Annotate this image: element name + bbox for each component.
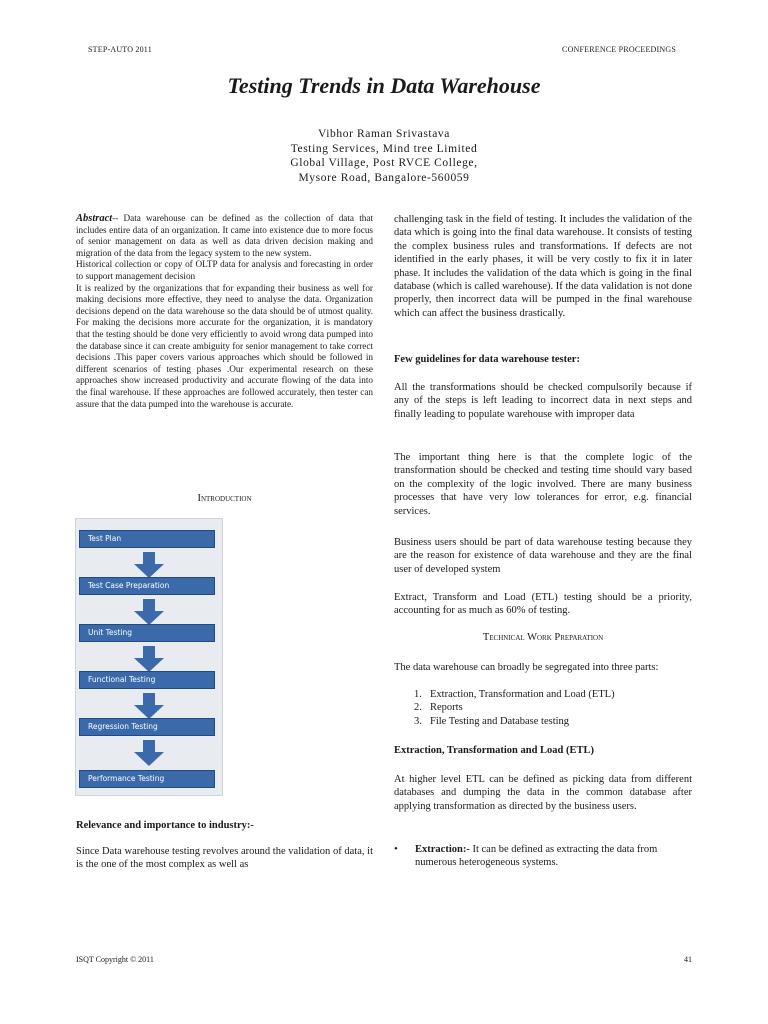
flow-step-unit-testing: Unit Testing — [79, 624, 215, 642]
introduction-heading: Introduction — [197, 493, 252, 504]
header-right: CONFERENCE PROCEEDINGS — [562, 45, 676, 54]
author-block — [0, 127, 768, 185]
guideline-1: All the transformations should be checked compulsorily because if any of the steps is left leading to incorrect data in next steps and finally leading to populate warehouse with improper data — [394, 382, 692, 420]
list-item-text: File Testing and Database testing — [430, 715, 570, 727]
testing-flowchart — [75, 518, 223, 796]
list-item — [414, 701, 692, 714]
technical-work-preparation-heading: Technical Work Preparation — [482, 632, 604, 643]
flow-step-test-case-preparation: Test Case Preparation — [79, 577, 215, 595]
guideline-4: Extract, Transform and Load (ETL) testing should be a priority, accounting for as much as 60% of testing. — [394, 592, 692, 617]
author-name: Vibhor Raman Srivastava — [318, 128, 450, 140]
header-left: STEP-AUTO 2011 — [88, 45, 152, 54]
flow-step-regression-testing: Regression Testing — [79, 718, 215, 736]
abstract-paragraph-2: Historical collection or copy of OLTP data for analysis and forecasting in order to support management decision — [76, 259, 373, 281]
list-item-number: 3. — [414, 715, 422, 727]
footer-copyright: ISQT Copyright © 2011 — [76, 955, 154, 964]
author-org: Testing Services, Mind tree Limited — [290, 142, 478, 155]
page-number: 41 — [684, 955, 692, 964]
extraction-label: Extraction:- — [415, 844, 470, 855]
list-item — [414, 688, 692, 701]
list-item-text: Reports — [430, 702, 463, 714]
relevance-text: Since Data warehouse testing revolves around the validation of data, it is the one of the most complex as well as — [76, 846, 373, 871]
flow-arrow-down-icon — [134, 646, 164, 672]
guideline-2: The important thing here is that the complete logic of the transformation should be checked and testing time should vary based on the complexity of the logic involved. There are many business processes that have very low tolerances for error, e.g. financial services. — [394, 452, 692, 517]
etl-heading: Extraction, Transformation and Load (ETL) — [394, 745, 595, 756]
abstract-paragraph-3: It is realized by the organizations that for expanding their business as well for making decisions more effective, they need to analyse the data. Organization decisions depend on the data warehouse so the data should be of utmost quality. For making the decisions more accurate for the organization, it is mandatory that the testing should be done very efficiently to avoid wrong data pumped into the database since it can create ambiguity for senior management to take correct decisions .This paper covers various approaches which should be followed in different scenarios of testing phases .Our experimental research on these approaches show increased productivity and accurate flowing of the data into the final warehouse. If these approaches are followed accurately, then tester can assure that the data pumped into the warehouse is accurate. — [76, 282, 373, 409]
guidelines-heading: Few guidelines for data warehouse tester: — [394, 354, 580, 365]
flow-arrow-down-icon — [134, 693, 164, 719]
abstract — [76, 213, 373, 410]
twp-text: The data warehouse can broadly be segregated into three parts: — [394, 662, 659, 673]
author-address-2: Mysore Road, Bangalore-560059 — [298, 171, 470, 184]
flow-arrow-down-icon — [134, 740, 164, 766]
list-item-text: Extraction, Transformation and Load (ETL) — [430, 689, 615, 700]
extraction-text: It can be defined as extracting the data from numerous heterogeneous systems. — [415, 844, 658, 869]
list-item-number: 1. — [414, 689, 422, 700]
parts-list — [414, 688, 692, 728]
bullet-dot-icon: • — [394, 843, 398, 855]
abstract-dash: -- — [112, 213, 124, 223]
etl-text: At higher level ETL can be defined as picking data from different databases and dumping the data in the common database after applying transformation as directed by the business users. — [394, 774, 692, 812]
flow-arrow-down-icon — [134, 599, 164, 625]
abstract-label: Abstract — [76, 213, 113, 224]
author-address-1: Global Village, Post RVCE College, — [290, 157, 478, 169]
flow-arrow-down-icon — [134, 552, 164, 578]
abstract-paragraph-1: Data warehouse can be defined as the collection of data that includes entire data of an organization. It came into existence due to more focus of senior management on data as well as data driven decision making and migration of the data from the legacy system to the new system. — [76, 213, 373, 258]
flow-step-test-plan: Test Plan — [79, 530, 215, 548]
guideline-3: Business users should be part of data warehouse testing because they are the reason for existence of data warehouse and they are the final user of developed system — [394, 537, 692, 575]
extraction-bullet — [394, 843, 692, 870]
list-item-number: 2. — [414, 702, 422, 714]
paper-title: Testing Trends in Data Warehouse — [227, 73, 541, 98]
flow-step-performance-testing: Performance Testing — [79, 770, 215, 788]
right-paragraph-continued: challenging task in the field of testing. It includes the validation of the data which is going into the final data warehouse. It consists of testing the complex business rules and transformations. If defects are not identified in the early phases, it will be very costly to fix it in later phase. It includes the validation of the data which is going in the final database (which is called warehouse). If the data validation is not done properly, then incorrect data will be pumped in the final warehouse which can affect the business drastically. — [394, 214, 692, 319]
relevance-heading: Relevance and importance to industry:- — [76, 820, 254, 831]
flow-step-functional-testing: Functional Testing — [79, 671, 215, 689]
list-item — [414, 715, 692, 728]
